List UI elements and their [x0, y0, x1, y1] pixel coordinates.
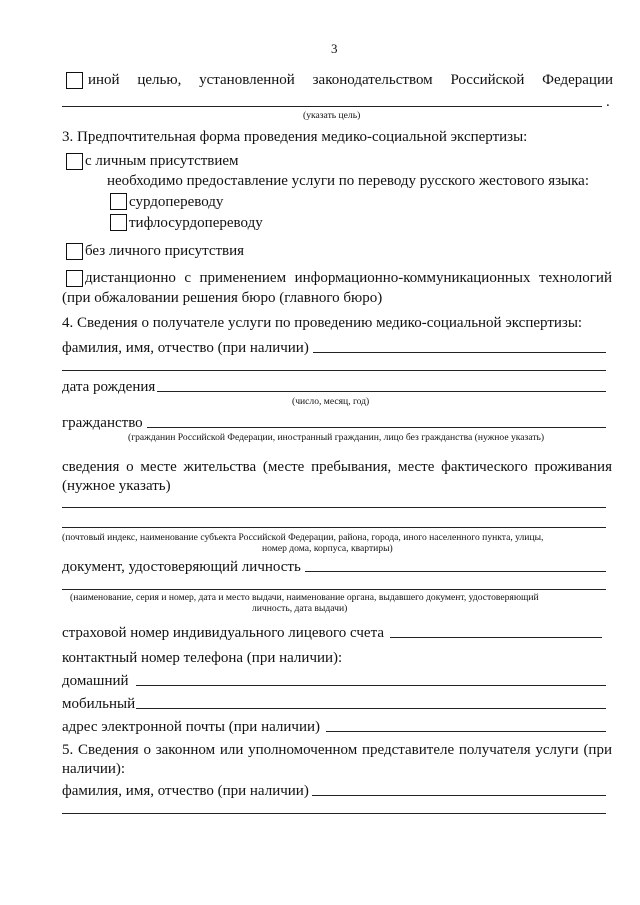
fio-input-line[interactable] [313, 352, 606, 353]
checkbox-absent[interactable] [66, 243, 83, 260]
absent-label: без личного присутствия [85, 243, 245, 259]
page-number: 3 [331, 41, 338, 56]
section5-heading-cont: наличии): [62, 761, 126, 777]
email-label: адрес электронной почты (при наличии) [62, 719, 320, 735]
rep-fio-input-line-2[interactable] [62, 813, 606, 814]
birth-caption: (число, месяц, год) [292, 396, 370, 407]
rep-fio-label: фамилия, имя, отчество (при наличии) [62, 783, 309, 799]
residence-label-cont: (нужное указать) [62, 478, 171, 494]
remote-label: дистанционно с применением информационно-коммуникационных технологий [85, 270, 612, 286]
fio-label: фамилия, имя, отчество (при наличии) [62, 340, 309, 356]
id-document-input-line-2[interactable] [62, 589, 606, 590]
checkbox-other-purpose[interactable] [66, 72, 83, 89]
id-document-label: документ, удостоверяющий личность [62, 559, 301, 575]
home-phone-input-line[interactable] [136, 685, 606, 686]
document-caption: (наименование, серия и номер, дата и место выдачи, наименование органа, выдавшего документ, удостоверяющий [70, 592, 539, 603]
id-document-input-line[interactable] [305, 571, 606, 572]
birth-input-line[interactable] [157, 391, 606, 392]
address-caption: (почтовый индекс, наименование субъекта Российской Федерации, района, города, иного населенного пункта, улицы, [62, 532, 544, 543]
remote-label-cont: (при обжаловании решения бюро (главного бюро) [62, 290, 383, 306]
snils-input-line[interactable] [390, 637, 602, 638]
snils-label: страховой номер индивидуального лицевого счета [62, 625, 384, 641]
sign-language-note: необходимо предоставление услуги по переводу русского жестового языка: [107, 173, 589, 189]
residence-label: сведения о месте жительства (месте пребывания, месте фактического проживания [62, 459, 612, 475]
birth-label: дата рождения [62, 379, 156, 395]
purpose-other-text: иной целью, установленной законодательством Российской Федерации [88, 72, 613, 88]
citizenship-input-line[interactable] [147, 427, 606, 428]
home-phone-label: домашний [62, 673, 129, 689]
in-person-label: с личным присутствием [85, 153, 239, 169]
fio-input-line-2[interactable] [62, 370, 606, 371]
section3-heading: 3. Предпочтительная форма проведения медико-социальной экспертизы: [62, 129, 528, 145]
tiflosurdo-label: тифлосурдопереводу [129, 215, 263, 231]
checkbox-surdo[interactable] [110, 193, 127, 210]
section4-heading: 4. Сведения о получателе услуги по проведению медико-социальной экспертизы: [62, 315, 583, 331]
mobile-phone-input-line[interactable] [136, 708, 606, 709]
purpose-caption: (указать цель) [303, 110, 361, 121]
residence-input-line[interactable] [62, 507, 606, 508]
checkbox-in-person[interactable] [66, 153, 83, 170]
email-input-line[interactable] [326, 731, 606, 732]
checkbox-remote[interactable] [66, 270, 83, 287]
document-caption-cont: личность, дата выдачи) [252, 603, 348, 614]
address-caption-cont: номер дома, корпуса, квартиры) [262, 543, 393, 554]
phone-label: контактный номер телефона (при наличии): [62, 650, 343, 666]
rep-fio-input-line[interactable] [312, 795, 606, 796]
citizenship-label: гражданство [62, 415, 143, 431]
residence-input-line-2[interactable] [62, 527, 606, 528]
purpose-input-line[interactable] [62, 106, 602, 107]
purpose-trailing-dot: . [606, 94, 610, 110]
mobile-phone-label: мобильный [62, 696, 136, 712]
section5-heading: 5. Сведения о законном или уполномоченном представителе получателя услуги (при [62, 742, 612, 758]
checkbox-tiflosurdo[interactable] [110, 214, 127, 231]
surdo-label: сурдопереводу [129, 194, 224, 210]
citizenship-caption: (гражданин Российской Федерации, иностранный гражданин, лицо без гражданства (нужное указать) [128, 432, 545, 443]
